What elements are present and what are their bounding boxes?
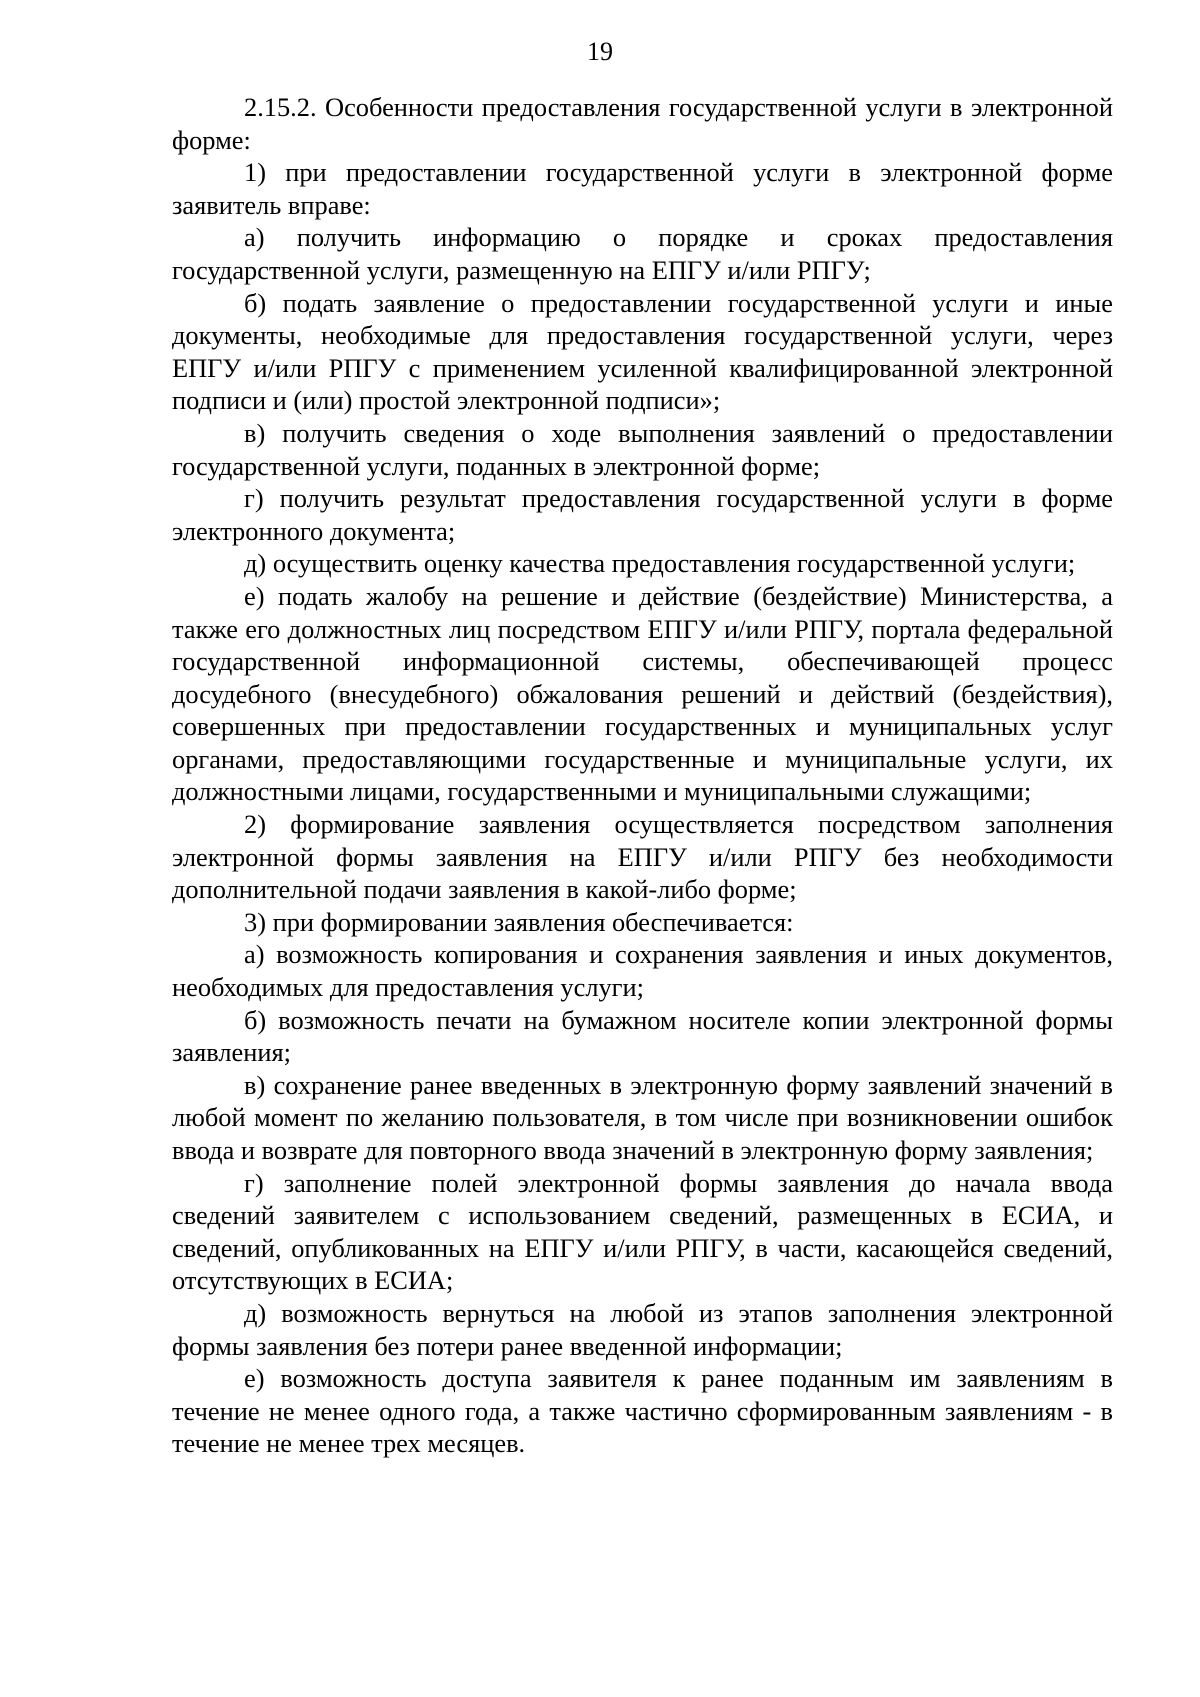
paragraph-item-3: 3) при формировании заявления обеспечивается: <box>244 906 794 937</box>
document-body <box>172 91 1113 1460</box>
paragraph-item-1g: г) получить результат предоставления государственной услуги в форме электронного документа; <box>172 483 1113 546</box>
paragraph-item-3d: д) возможность вернуться на любой из этапов заполнения электронной формы заявления без потери ранее введенной информации; <box>172 1297 1113 1361</box>
paragraph-item-1d: д) осуществить оценку качества предоставления государственной услуги; <box>244 548 1076 579</box>
paragraph-item-3g: г) заполнение полей электронной формы заявления до начала ввода сведений заявителем с использованием сведений, размещенных в ЕСИА, и сведений, опубликованных на ЕПГУ и/или РПГУ, в части, касающейся сведений, отсутствующих в ЕСИА; <box>172 1167 1113 1296</box>
paragraph-item-1: 1) при предоставлении государственной услуги в электронной форме заявитель вправе: <box>172 157 1113 220</box>
paragraph-item-3b: б) возможность печати на бумажном носителе копии электронной формы заявления; <box>172 1004 1113 1068</box>
paragraph-item-3v: в) сохранение ранее введенных в электронную форму заявлений значений в любой момент по желанию пользователя, в том числе при возникновении ошибок ввода и возврате для повторного ввода значений в электронную форму заявления; <box>172 1069 1113 1165</box>
paragraph-item-2: 2) формирование заявления осуществляется посредством заполнения электронной формы заявления на ЕПГУ и/или РПГУ без необходимости дополнительной подачи заявления в какой-либо форме; <box>172 809 1113 905</box>
paragraph-item-3a: а) возможность копирования и сохранения заявления и иных документов, необходимых для предоставления услуги; <box>172 939 1113 1003</box>
paragraph-2-15-2-heading: 2.15.2. Особенности предоставления государственной услуги в электронной форме: <box>172 92 1113 155</box>
page-number: 19 <box>587 37 613 66</box>
paragraph-item-1b: б) подать заявление о предоставлении государственной услуги и иные документы, необходимые для предоставления государственной услуги, через ЕПГУ и/или РПГУ с применением усиленной квалифицированной электронной подписи и (или) простой электронной подписи»; <box>172 287 1113 416</box>
paragraph-item-3e: е) возможность доступа заявителя к ранее поданным им заявлениям в течение не менее одного года, а также частично сформированным заявлениям - в течение не менее трех месяцев. <box>172 1363 1113 1459</box>
paragraph-item-1a: а) получить информацию о порядке и сроках предоставления государственной услуги, размещенную на ЕПГУ и/или РПГУ; <box>172 222 1113 285</box>
paragraph-item-1v: в) получить сведения о ходе выполнения заявлений о предоставлении государственной услуги, поданных в электронной форме; <box>172 417 1113 481</box>
paragraph-item-1e: е) подать жалобу на решение и действие (бездействие) Министерства, а также его должностных лиц посредством ЕПГУ и/или РПГУ, портала федеральной государственной информационной системы, обеспечивающей процесс досудебного (внесудебного) обжалования решений и действий (бездействия), совершенных при предоставлении государственных и муниципальных услуг органами, предоставляющими государственные и муниципальные услуги, их должностными лицами, государственными и муниципальными служащими; <box>172 580 1113 807</box>
